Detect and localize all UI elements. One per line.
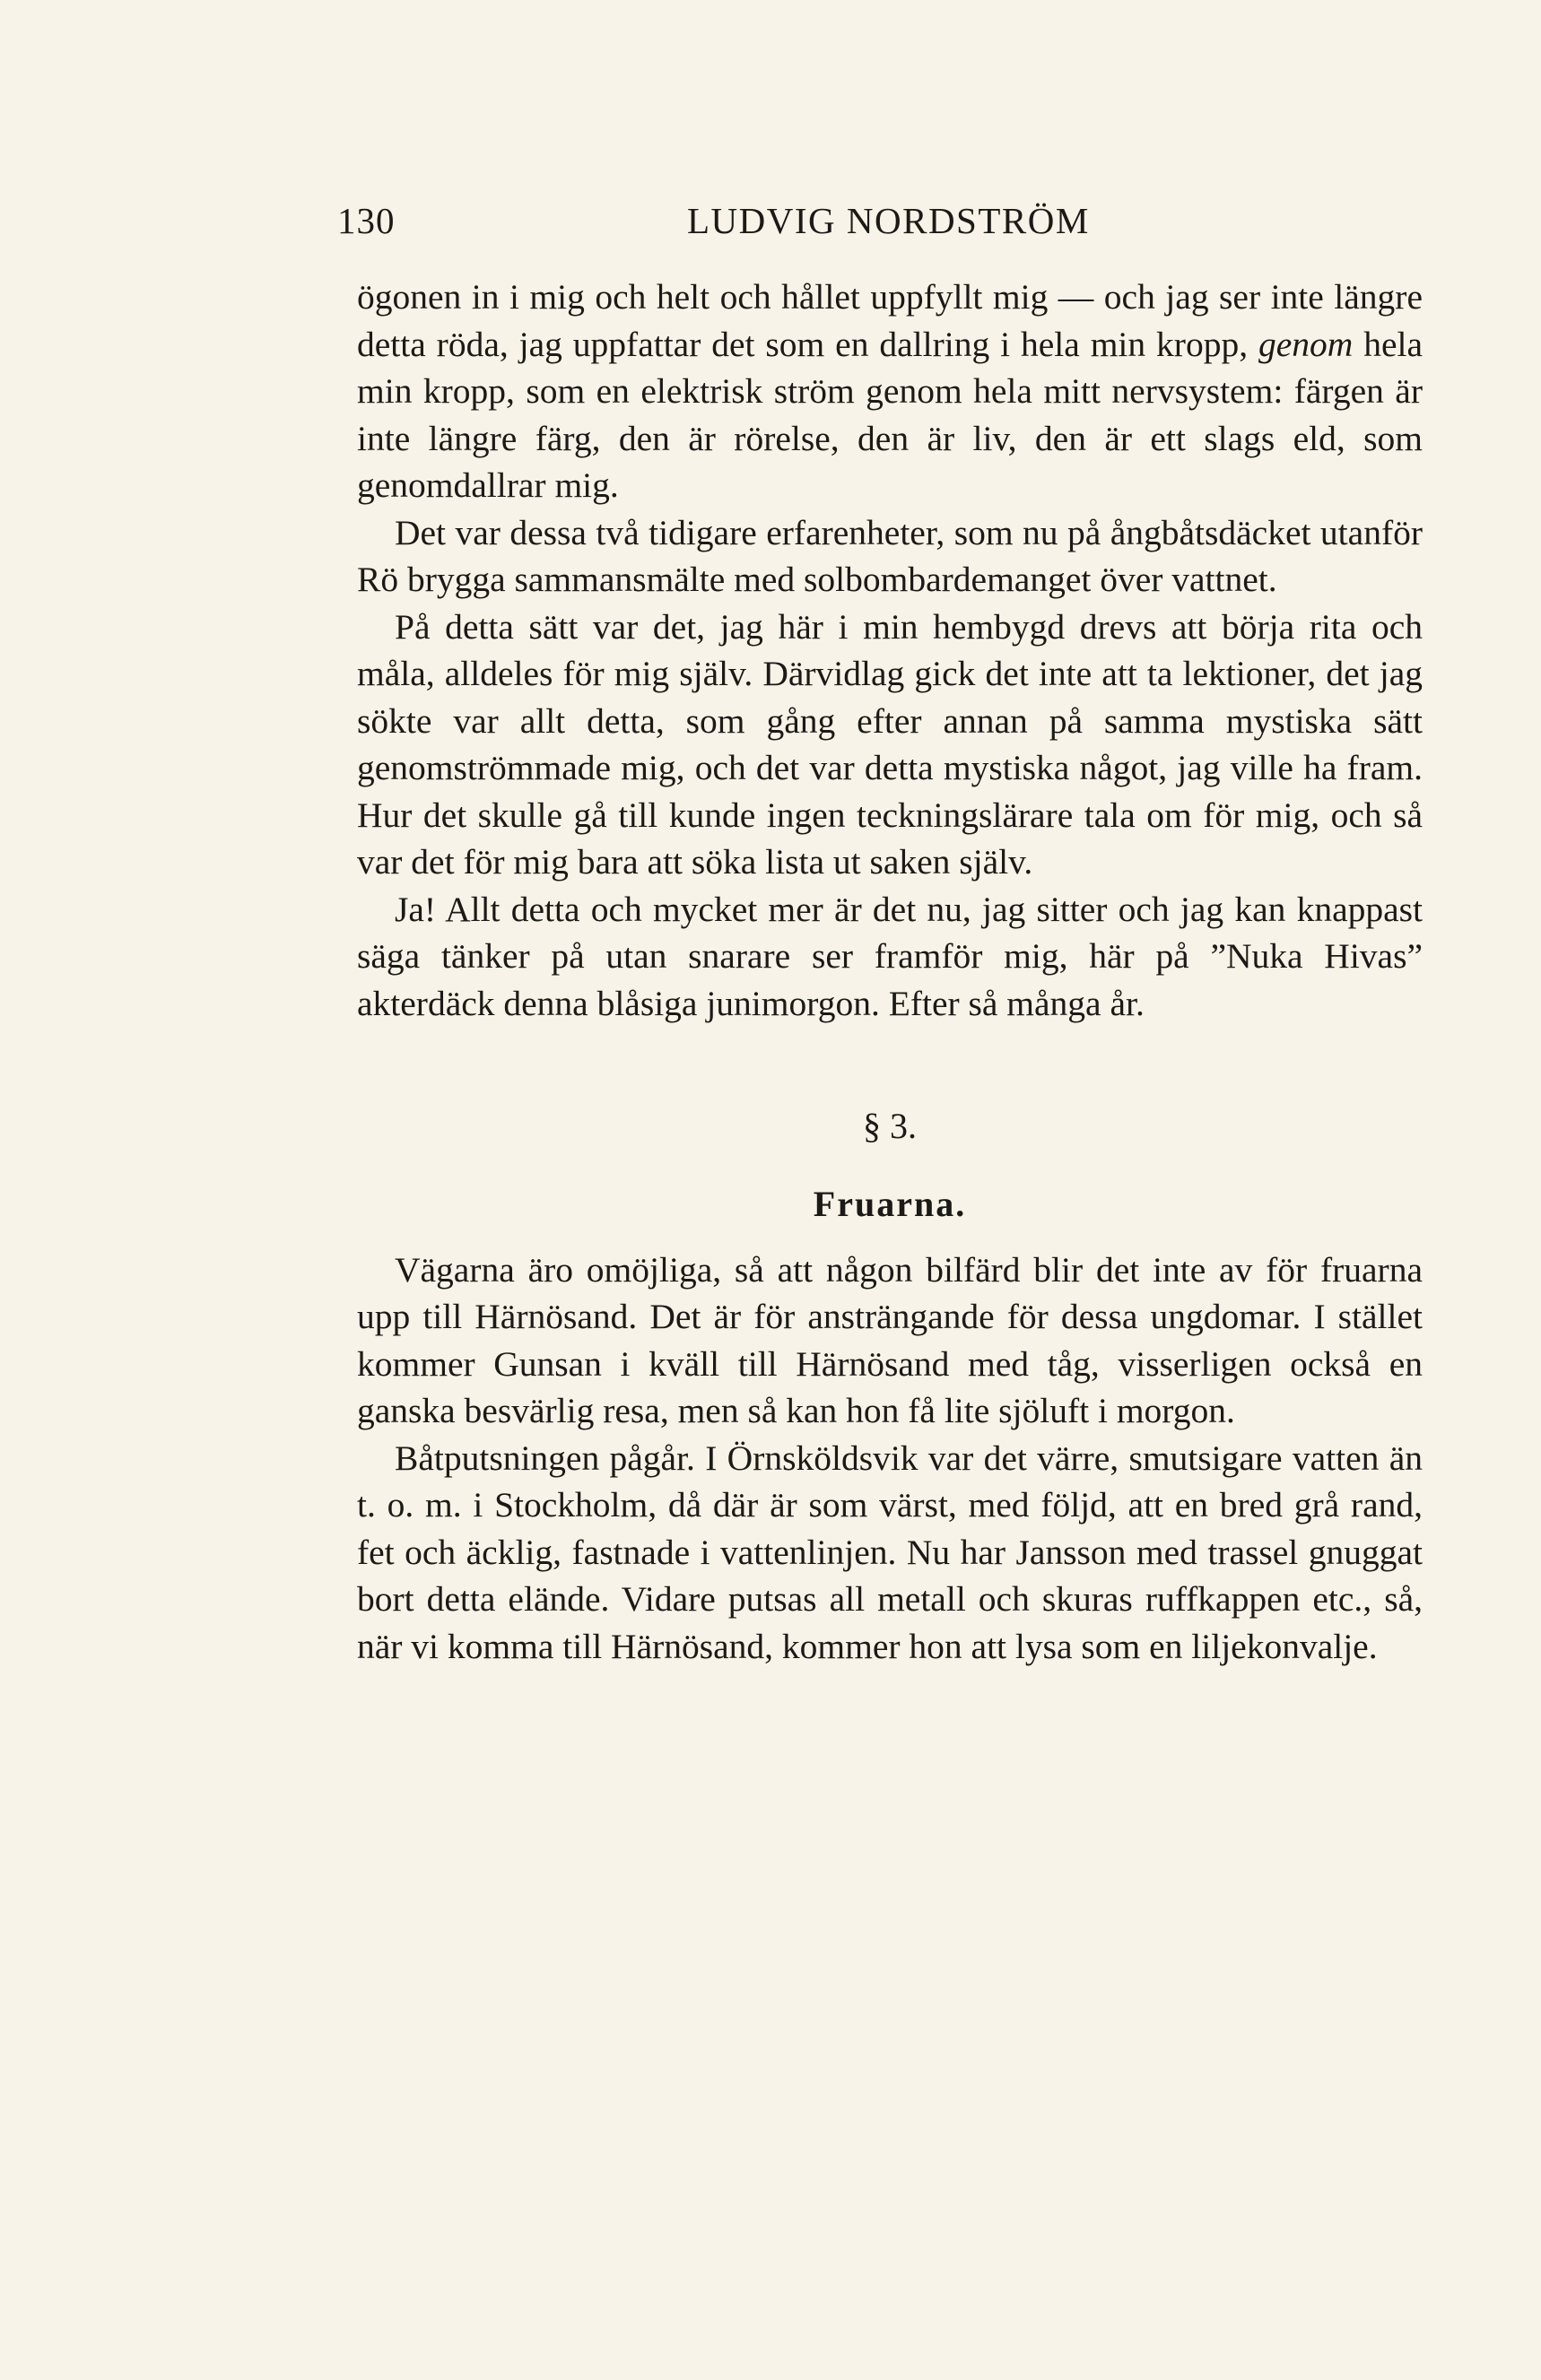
paragraph-1-before: ögonen in i mig och helt och hållet uppfyllt mig — och jag ser inte längre detta röda, jag uppfattar det som en dallring i hela min kropp, (357, 277, 1423, 364)
paragraph-2: Det var dessa två tidigare erfarenheter, som nu på ångbåtsdäcket utanför Rö brygga sammansmälte med solbombardemanget över vattnet. (357, 512, 1423, 599)
paragraph-1-italic: genom (1258, 324, 1354, 364)
paragraph-1 (357, 274, 1423, 509)
section-paragraph-2: Båtputsningen pågår. I Örnsköldsvik var det värre, smutsigare vatten än t. o. m. i Stockholm, då där är som värst, med följd, att en bred grå rand, fet och äcklig, fastnade i vattenlinjen. Nu har Jansson med trassel gnuggat bort detta elände. Vidare putsas all metall och skuras ruffkappen etc., så, när vi komma till Härnösand, kommer hon att lysa som en liljekonvalje. (357, 1438, 1423, 1666)
running-head: LUDVIG NORDSTRÖM (687, 200, 1090, 241)
paragraph-3: På detta sätt var det, jag här i min hembygd drevs att börja rita och måla, alldeles för mig själv. Därvidlag gick det inte att ta lektioner, det jag sökte var allt detta, som gång efter annan på samma mystiska sätt genomströmmade mig, och det var detta mystiska något, jag ville ha fram. Hur det skulle gå till kunde ingen teckningslärare tala om för mig, och så var det för mig bara att söka lista ut saken själv. (357, 606, 1423, 882)
page-header (337, 199, 1424, 244)
body-text (357, 274, 1423, 1670)
paragraph-1-after: hela min kropp, som en elektrisk ström genom hela mitt nervsystem: färgen är inte längre färg, den är rörelse, den är liv, den är ett slags eld, som genomdallrar mig. (357, 324, 1423, 505)
section-paragraph-1: Vägarna äro omöjliga, så att någon bilfärd blir det inte av för fruarna upp till Härnösand. Det är för ansträngande för dessa ungdomar. I stället kommer Gunsan i kväll till Härnösand med tåg, visserligen också en ganska besvärlig resa, men så kan hon få lite sjöluft i morgon. (357, 1249, 1423, 1430)
section-number: § 3. (863, 1106, 917, 1146)
paragraph-4: Ja! Allt detta och mycket mer är det nu, jag sitter och jag kan knappast säga tänker på utan snarare ser framför mig, här på ”Nuka Hivas” akterdäck denna blåsiga junimorgon. Efter så många år. (357, 889, 1423, 1023)
page-number: 130 (337, 200, 396, 241)
section-title: Fruarna. (813, 1184, 967, 1224)
